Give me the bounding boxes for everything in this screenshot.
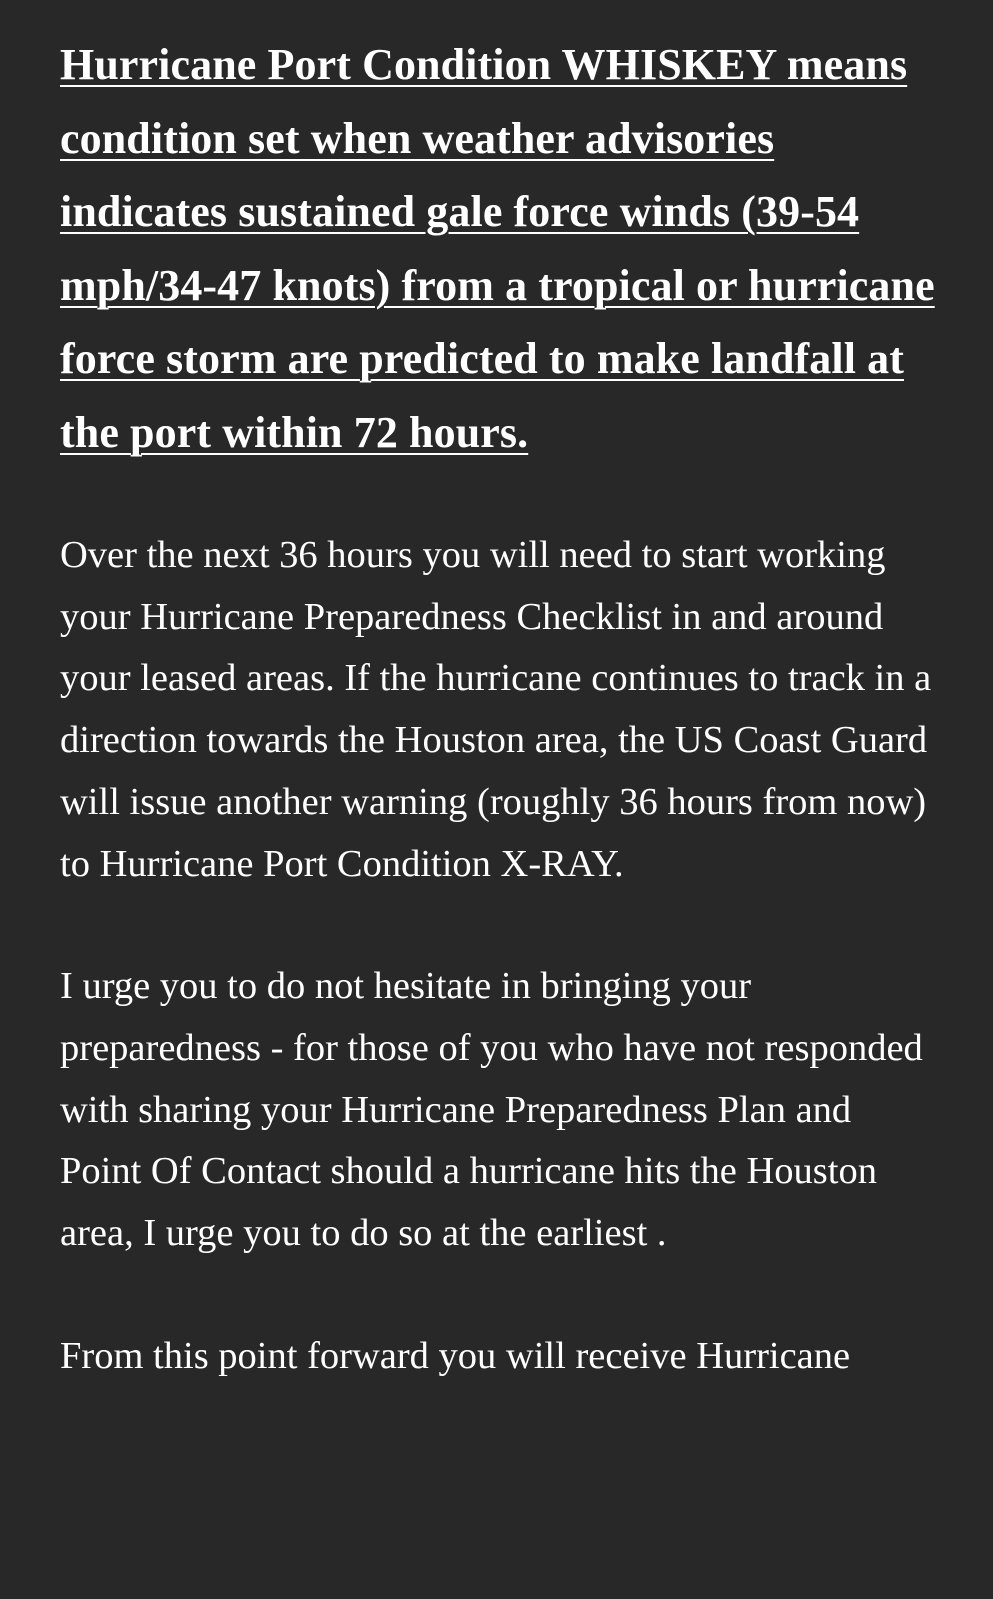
paragraph-cutoff: From this point forward you will receive Hurricane bbox=[60, 1334, 851, 1377]
message-body bbox=[60, 28, 940, 1387]
paragraph-preparedness-checklist: Over the next 36 hours you will need to start working your Hurricane Preparedness Checklist in and around your leased areas. If the hurricane continues to track in a direction towards the Houston area, the US Coast Guard will issue another warning (roughly 36 hours from now) to Hurricane Port Condition X-RAY. bbox=[60, 534, 932, 885]
headline-link-text[interactable]: Hurricane Port Condition WHISKEY means condition set when weather advisories indicates sustained gale force winds (39-54 mph/34-47 knots) from a tropical or hurricane force storm are predicted to make landfall at the port within 72 hours. bbox=[60, 40, 935, 457]
paragraph-urge-preparedness: I urge you to do not hesitate in bringing your preparedness - for those of you who have not responded with sharing your Hurricane Preparedness Plan and Point Of Contact should a hurricane hits the Houston area, I urge you to do so at the earliest . bbox=[60, 965, 923, 1255]
